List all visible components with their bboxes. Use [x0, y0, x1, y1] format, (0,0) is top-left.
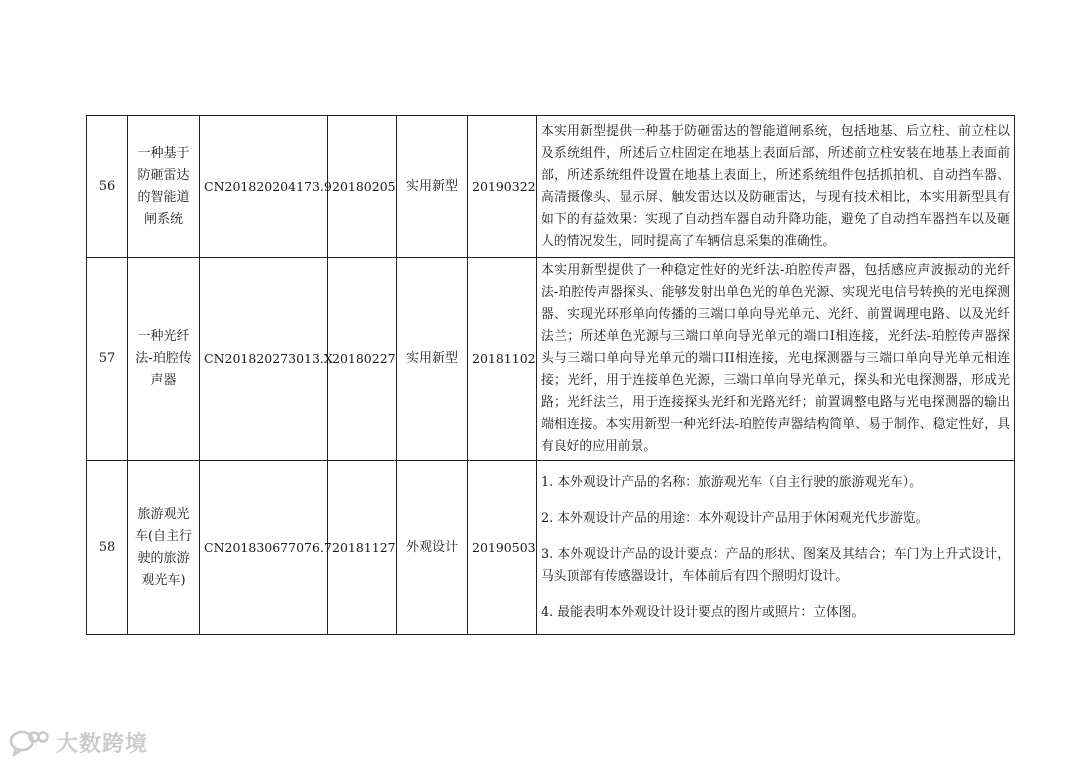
abstract-item: 3. 本外观设计产品的设计要点：产品的形状、图案及其结合；车门为上升式设计，马头顶部有传感器设计，车体前后有四个照明灯设计。: [541, 546, 1010, 584]
abstract-item: 2. 本外观设计产品的用途：本外观设计产品用于休闲观光代步游览。: [541, 510, 929, 526]
publication-date: 20190503: [468, 461, 537, 635]
abstract-paragraph: 本实用新型提供一种基于防砸雷达的智能道闸系统，包括地基、后立柱、前立柱以及系统组件，所述后立柱固定在地基上表面后部，所述前立柱安装在地基上表面前部，所述系统组件设置在地基上表面上，所述系统组件包括抓拍机、自动挡车器、高清摄像头、显示屏、触发雷达以及防砸雷达，与现有技术相比，本实用新型具有如下的有益效果：实现了自动挡车器自动升降功能，避免了自动挡车器挡车以及砸人的情况发生，同时提高了车辆信息采集的准确性。: [541, 123, 1010, 249]
abstract-paragraph: 本实用新型提供了一种稳定性好的光纤法-珀腔传声器，包括感应声波振动的光纤法-珀腔传声器探头、能够发射出单色光的单色光源、实现光电信号转换的光电探测器、实现光环形单向传播的三端口单向导光单元、光纤、前置调理电路、以及光纤法兰；所述单色光源与三端口单向导光单元的端口I相连接，光纤法-珀腔传声器探头与三端口单向导光单元的端口II相连接，光电探测器与三端口单向导光单元相连接；光纤，用于连接单色光源，三端口单向导光单元，探头和光电探测器，形成光路；光纤法兰，用于连接探头光纤和光路光纤；前置调整电路与光电探测器的输出端相连接。本实用新型一种光纤法-珀腔传声器结构简单、易于制作、稳定性好，具有良好的应用前景。: [541, 263, 1010, 454]
row-number: 58: [87, 461, 128, 635]
patent-type: 实用新型: [397, 258, 468, 461]
application-date: 20180227: [328, 258, 397, 461]
table-row: [87, 116, 1015, 258]
application-number: CN201820204173.9: [200, 116, 328, 258]
patent-name: 一种基于防砸雷达的智能道闸系统: [128, 116, 200, 258]
patent-table: [86, 115, 1015, 635]
publication-date: 20190322: [468, 116, 537, 258]
application-number: CN201820273013.X: [200, 258, 328, 461]
application-date: 20181127: [328, 461, 397, 635]
watermark: [8, 727, 148, 758]
patent-name: 旅游观光车(自主行驶的旅游观光车): [128, 461, 200, 635]
wechat-logo-icon: [8, 728, 52, 758]
patent-type: 外观设计: [397, 461, 468, 635]
row-number: 56: [87, 116, 128, 258]
patent-name: 一种光纤法-珀腔传声器: [128, 258, 200, 461]
patent-abstract: [537, 116, 1015, 258]
abstract-item: 4. 最能表明本外观设计设计要点的图片或照片：立体图。: [541, 604, 865, 620]
row-number: 57: [87, 258, 128, 461]
application-date: 20180205: [328, 116, 397, 258]
watermark-text: 大数跨境: [56, 732, 149, 757]
patent-abstract: [537, 461, 1015, 635]
publication-date: 20181102: [468, 258, 537, 461]
table-row: [87, 258, 1015, 461]
table-row: [87, 461, 1015, 635]
abstract-item: 1. 本外观设计产品的名称：旅游观光车（自主行驶的旅游观光车）。: [541, 474, 922, 490]
patent-abstract: [537, 258, 1015, 461]
patent-type: 实用新型: [397, 116, 468, 258]
application-number: CN201830677076.7: [200, 461, 328, 635]
